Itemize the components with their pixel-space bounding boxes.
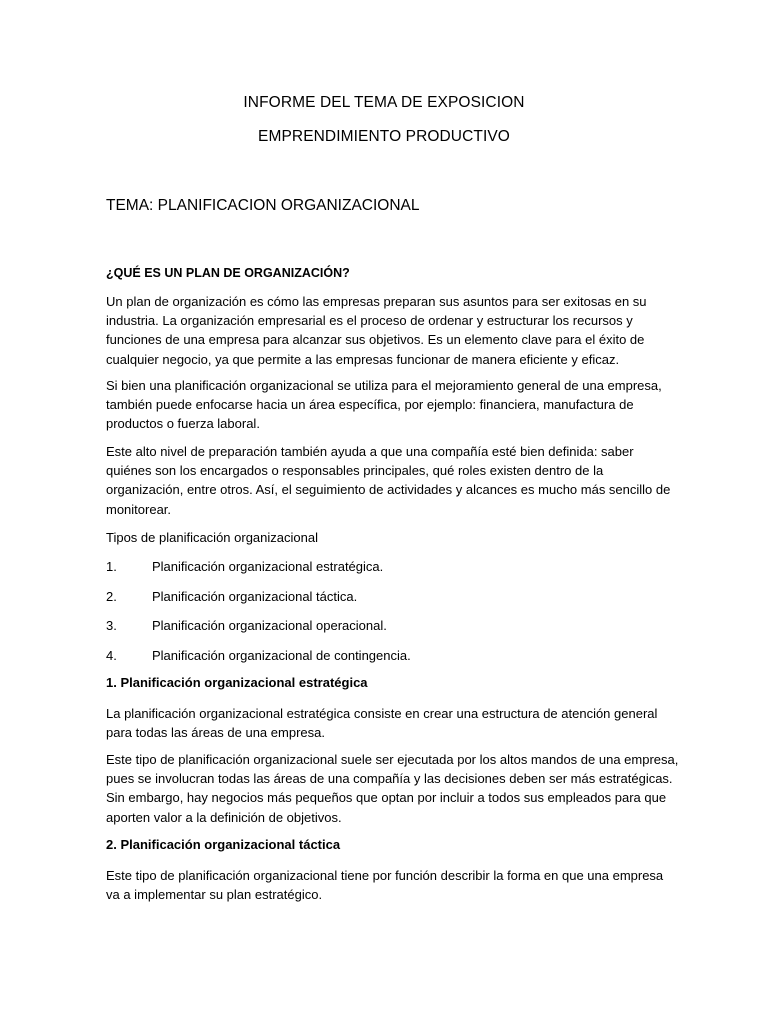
paragraph-line: aporten valor a la definición de objetivos. — [106, 809, 342, 825]
topic-heading: TEMA: PLANIFICACION ORGANIZACIONAL — [106, 197, 420, 214]
paragraph-line: industria. La organización empresarial es el proceso de ordenar y estructurar los recursos y — [106, 313, 633, 329]
paragraph-line: cualquier negocio, ya que permite a las empresas funcionar de manera eficiente y eficaz. — [106, 351, 620, 367]
section-2-paragraph-1 — [106, 866, 666, 904]
list-item-number: 2. — [106, 589, 117, 604]
paragraph-line: va a implementar su plan estratégico. — [106, 887, 323, 903]
document-title: INFORME DEL TEMA DE EXPOSICION — [243, 94, 525, 111]
paragraph-line: pues se involucran todas las áreas de una compañía y las decisiones deben ser más estratégicas. — [106, 771, 673, 787]
paragraph-line: Este tipo de planificación organizacional tiene por función describir la forma en que una empresa — [106, 868, 664, 883]
paragraph-line: para todas las áreas de una empresa. — [106, 725, 325, 741]
paragraph-line: Un plan de organización es cómo las empresas preparan sus asuntos para ser exitosas en su — [106, 294, 647, 309]
section-1-heading: 1. Planificación organizacional estratégica — [106, 675, 368, 690]
paragraph-line: La planificación organizacional estratégica consiste en crear una estructura de atención general — [106, 706, 658, 721]
paragraph-line: Sin embargo, hay negocios más pequeños que optan por incluir a todos sus empleados para que — [106, 790, 667, 806]
paragraph-line: Si bien una planificación organizacional se utiliza para el mejoramiento general de una empresa, — [106, 378, 662, 393]
document-subtitle: EMPRENDIMIENTO PRODUCTIVO — [258, 128, 510, 145]
list-item-number: 3. — [106, 618, 117, 633]
list-item-text: Planificación organizacional táctica. — [152, 589, 358, 604]
paragraph-1 — [106, 292, 666, 369]
paragraph-2 — [106, 376, 666, 434]
section-2-heading: 2. Planificación organizacional táctica — [106, 837, 341, 852]
types-intro: Tipos de planificación organizacional — [106, 530, 318, 545]
list-item-text: Planificación organizacional de contingencia. — [152, 648, 411, 663]
list-item-number: 4. — [106, 648, 117, 663]
paragraph-line: también puede enfocarse hacia un área específica, por ejemplo: financiera, manufactura de — [106, 397, 634, 413]
paragraph-line: organización, entre otros. Así, el seguimiento de actividades y alcances es mucho más sencillo de — [106, 482, 671, 498]
paragraph-line: monitorear. — [106, 501, 172, 517]
paragraph-line: Este tipo de planificación organizacional suele ser ejecutada por los altos mandos de una empresa, — [106, 752, 679, 767]
list-item-text: Planificación organizacional estratégica. — [152, 559, 384, 574]
section-1-paragraph-2 — [106, 750, 679, 827]
paragraph-line: funciones de una empresa para alcanzar sus objetivos. Es un elemento clave para el éxito de — [106, 332, 645, 348]
paragraph-line: productos o fuerza laboral. — [106, 416, 260, 432]
section-1-paragraph-1 — [106, 704, 666, 742]
paragraph-line: Este alto nivel de preparación también ayuda a que una compañía esté bien definida: saber — [106, 444, 634, 459]
question-heading: ¿QUÉ ES UN PLAN DE ORGANIZACIÓN? — [106, 266, 350, 280]
paragraph-3 — [106, 442, 671, 519]
list-item-number: 1. — [106, 559, 117, 574]
paragraph-line: quiénes son los encargados o responsables principales, qué roles existen dentro de la — [106, 463, 604, 479]
list-item-text: Planificación organizacional operacional. — [152, 618, 387, 633]
